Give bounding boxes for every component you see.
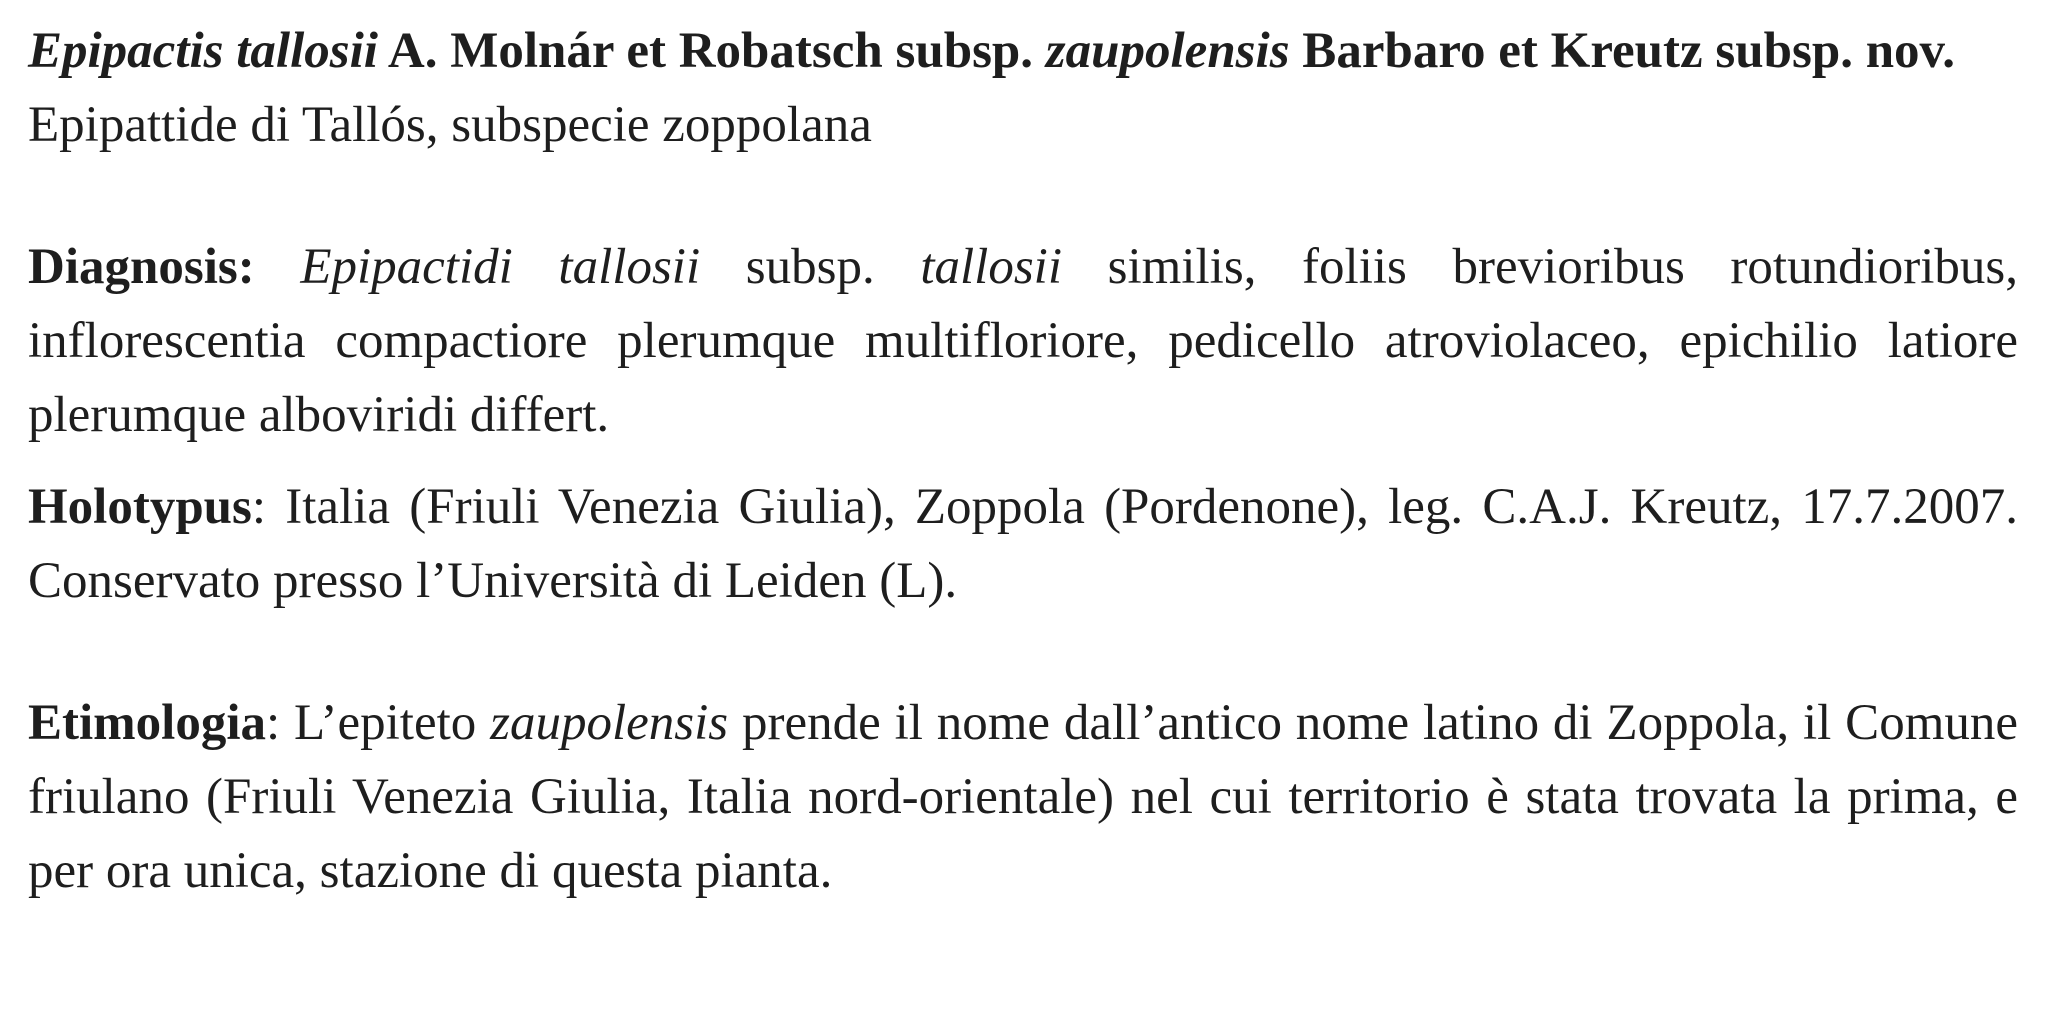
holotypus-label: Holotypus <box>28 479 252 535</box>
common-name: Epipattide di Tallós, subspecie zoppolana <box>28 97 872 153</box>
holotypus-text: : Italia (Friuli Venezia Giulia), Zoppola (Pordenone), leg. C.A.J. Kreutz, 17.7.2007. Conservato presso l’Università di Leiden (L). <box>28 479 2018 609</box>
diagnosis-name-2: tallosii <box>920 239 1063 295</box>
etimologia-pre: : L’epiteto <box>266 695 491 751</box>
taxon-genus-species: Epipactis tallosii <box>28 23 378 79</box>
taxon-subspecies: zaupolensis <box>1045 23 1290 79</box>
etimologia-label: Etimologia <box>28 695 266 751</box>
taxon-authors: A. Molnár et Robatsch subsp. <box>377 23 1046 79</box>
diagnosis-label: Diagnosis: <box>28 239 255 295</box>
etimologia-paragraph <box>28 686 2018 908</box>
taxon-title <box>28 14 2018 88</box>
diagnosis-name-1: Epipactidi tallosii <box>300 239 701 295</box>
diagnosis-text: similis, foliis brevioribus rotundioribus, inflorescentia compactiore plerumque multifloriore, pedicello atroviolaceo, epichilio latiore plerumque alboviridi differt. <box>28 239 2018 443</box>
document-page <box>28 14 2018 908</box>
holotypus-paragraph <box>28 470 2018 618</box>
diagnosis-paragraph <box>28 230 2018 452</box>
etimologia-text: prende il nome dall’antico nome latino di Zoppola, il Comune friulano (Friuli Venezia Giulia, Italia nord-orientale) nel cui territorio è stata trovata la prima, e per ora unica, stazione di questa pianta. <box>28 695 2018 899</box>
etimologia-name: zaupolensis <box>490 695 729 751</box>
taxon-authors-2: Barbaro et Kreutz subsp. nov. <box>1289 23 1955 79</box>
diagnosis-mid: subsp. <box>700 239 921 295</box>
